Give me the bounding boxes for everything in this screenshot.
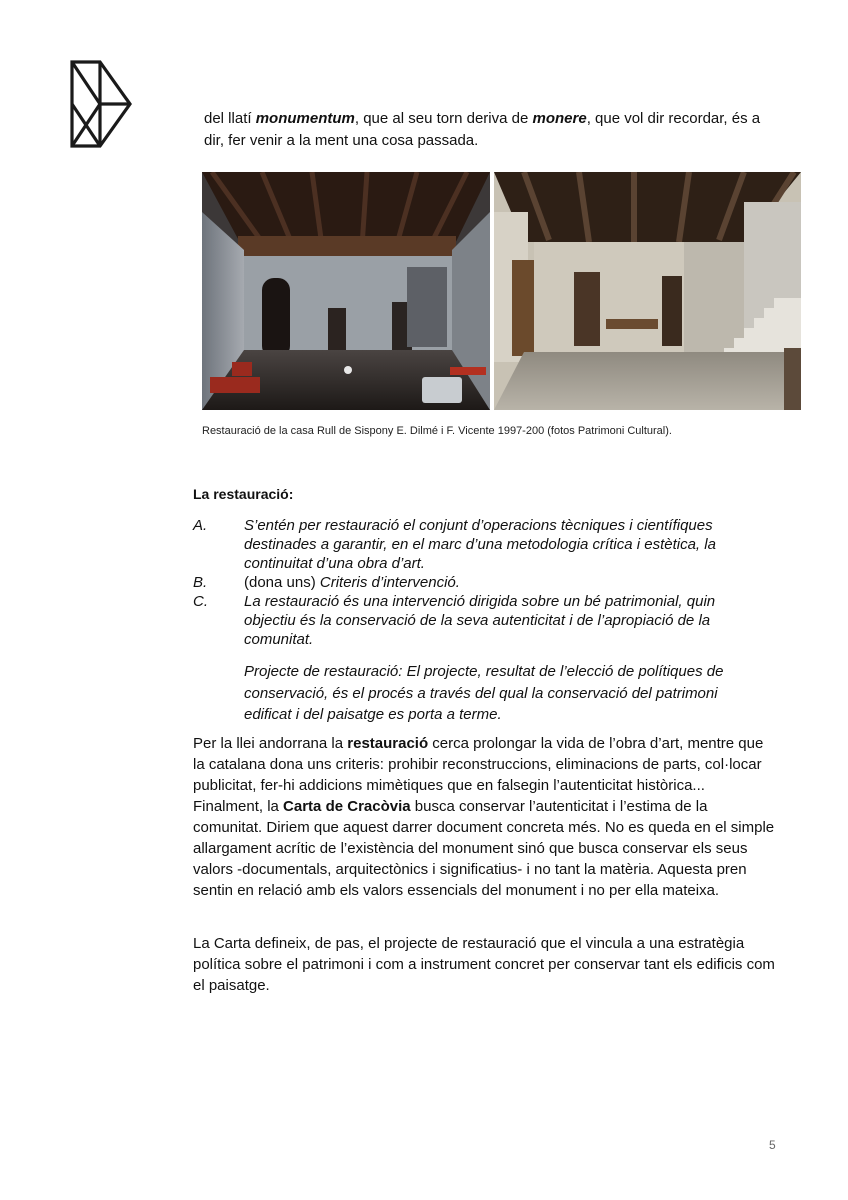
list-item [193,516,763,573]
list-item-text: Criteris d’intervenció. [319,574,460,591]
term-monere: monere [532,110,587,127]
restoration-definitions-list [193,516,763,726]
restoration-photo-before [202,172,490,410]
page-number: 5 [769,1138,776,1152]
section-heading: La restauració: [193,486,294,502]
photo-caption: Restauració de la casa Rull de Sispony E. Dilmé i F. Vicente 1997-200 (fotos Patrimoni Cultural). [202,425,672,437]
list-marker: A. [193,517,208,534]
list-item [193,573,763,592]
restoration-photo-after [494,172,801,410]
list-marker: B. [193,574,208,591]
list-item-prefix: (dona uns) [244,574,320,591]
term-monumentum: monumentum [255,110,355,127]
term-carta-cracovia: Carta de Cracòvia [283,798,411,815]
restoration-project-definition: Projecte de restauració: El projecte, resultat de l’elecció de polítiques de conservació, és el procés a través del qual la conservació del patrimoni edificat i del paisatge es porta a terme. [244,663,724,723]
intro-paragraph: del llatí monumentum, que al seu torn deriva de monere, que vol dir recordar, és a dir, fer venir a la ment una cosa passada. [204,110,761,149]
body-paragraph: Per la llei andorrana la restauració cerca prolongar la vida de l’obra d’art, mentre que la catalana dona uns criteris: prohibir reconstruccions, eliminacions de parts, col·locar publicitat, fer-hi addicions mimètiques que en falsegin l’autenticitat històrica... Finalment, la Carta de Cracòvia busca conservar l’autenticitat i l’estima de la comunitat. Diriem que aquest darrer document concreta més. No es queda en el simple allargament acrític de l’existència del monument sinó que busca conservar els seus valors -documentals, arquitectònics i significatius- i no tant la matèria. Aquesta pren sentin en relació amb els valors essencials del monument i no per ella mateixa. [193,735,775,899]
list-item [193,592,763,649]
body-paragraph: La Carta defineix, de pas, el projecte de restauració que el vincula a una estratègia política sobre el patrimoni i com a instrument concret per conservar tant els edificis com el paisatge. [193,935,775,994]
list-item-text: La restauració és una intervenció dirigida sobre un bé patrimonial, quin objectiu és la conservació de la seva autenticitat i de l’apropiació de la comunitat. [244,593,716,648]
list-marker: C. [193,593,208,610]
logo-icon [68,58,134,150]
list-item-text: S’entén per restauració el conjunt d’operacions tècniques i científiques destinades a garantir, en el marc d’una metodologia crítica i estètica, la continuitat d’una obra d’art. [244,517,716,572]
term-restauracio: restauració [347,735,429,752]
